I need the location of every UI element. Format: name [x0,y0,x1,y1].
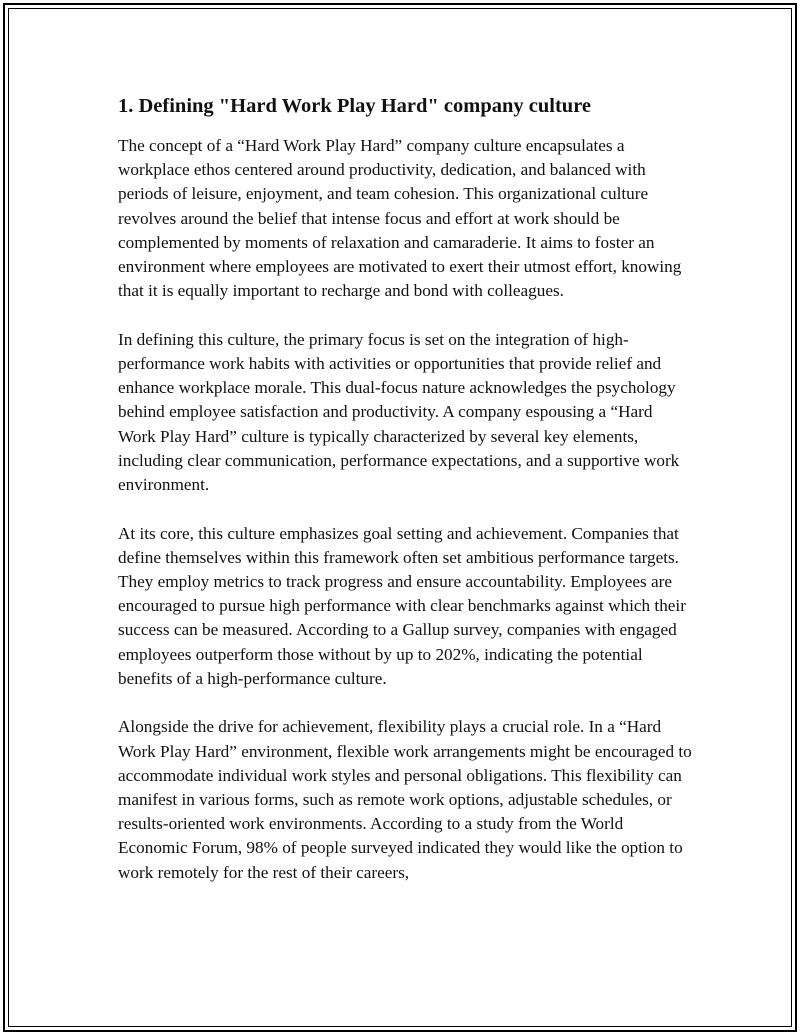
paragraph-2: In defining this culture, the primary focus is set on the integration of high-performance work habits with activities or opportunities that provide relief and enhance workplace morale. This dual-focus nature acknowledges the psychology behind employee satisfaction and productivity. A company espousing a “Hard Work Play Hard” culture is typically characterized by several key elements, including clear communication, performance expectations, and a supportive work environment. [118,329,680,495]
paragraph-4: Alongside the drive for achievement, flexibility plays a crucial role. In a “Hard Work Play Hard” environment, flexible work arrangements might be encouraged to accommodate individual work styles and personal obligations. This flexibility can manifest in various forms, such as remote work options, adjustable schedules, or results-oriented work environments. According to a study from the World Economic Forum, 98% of people surveyed indicated they would like the option to work remotely for the rest of their careers, [118,717,692,882]
document-body [118,92,692,909]
section-heading: 1. Defining "Hard Work Play Hard" company culture [118,95,592,117]
paragraph-3: At its core, this culture emphasizes goal setting and achievement. Companies that define themselves within this framework often set ambitious performance targets. They employ metrics to track progress and ensure accountability. Employees are encouraged to pursue high performance with clear benchmarks against which their success can be measured. According to a Gallup survey, companies with engaged employees outperform those without by up to 202%, indicating the potential benefits of a high-performance culture. [118,523,686,688]
paragraph-1: The concept of a “Hard Work Play Hard” company culture encapsulates a workplace ethos centered around productivity, dedication, and balanced with periods of leisure, enjoyment, and team cohesion. This organizational culture revolves around the belief that intense focus and effort at work should be complemented by moments of relaxation and camaraderie. It aims to foster an environment where employees are motivated to exert their utmost effort, knowing that it is equally important to recharge and bond with colleagues. [118,136,682,301]
